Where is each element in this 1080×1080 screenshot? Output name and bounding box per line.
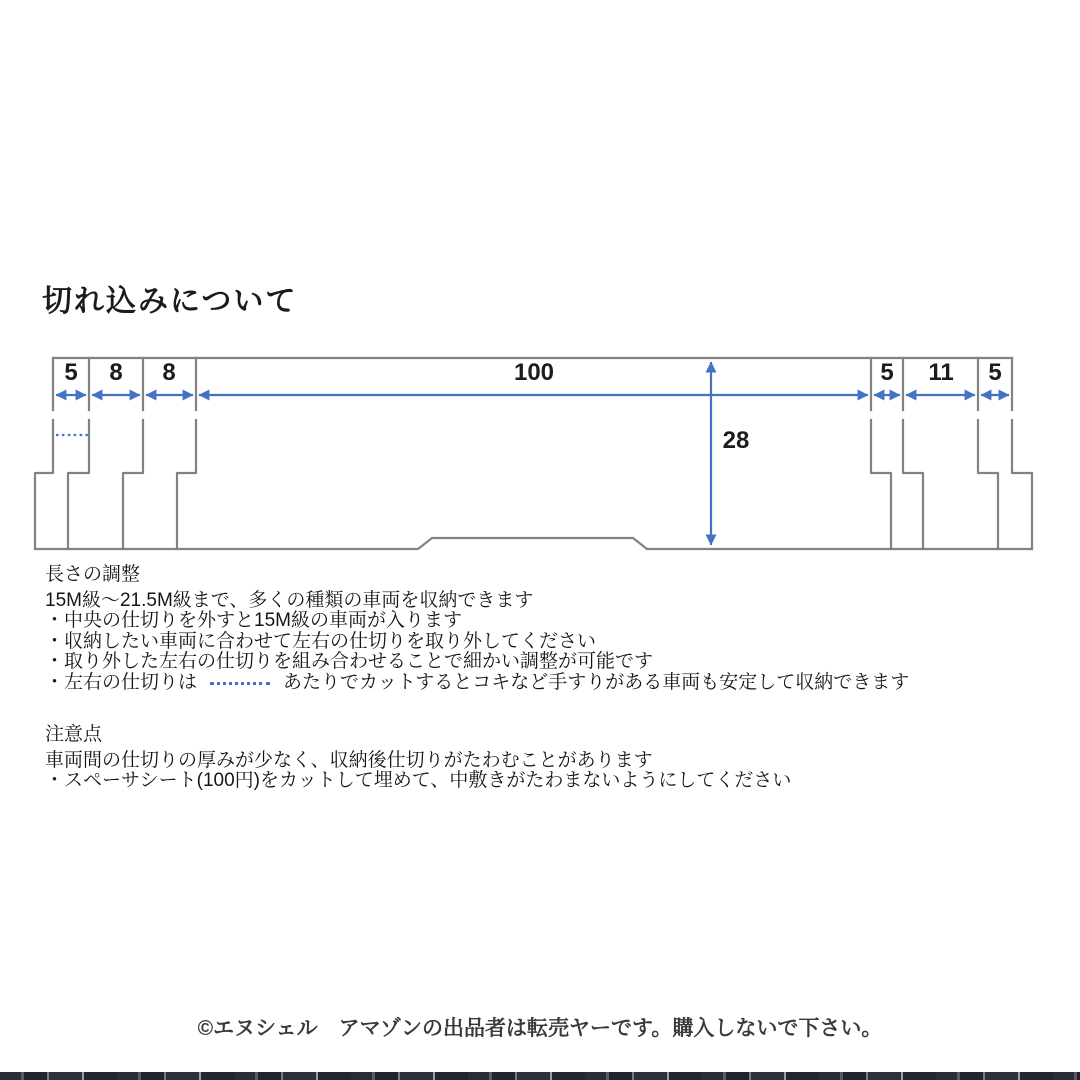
- length-section-intro: 15M級〜21.5M級まで、多くの種類の車両を収納できます: [45, 589, 534, 611]
- bullet4-text-after: あたりでカットするとコキなど手すりがある車両も安定して収納できます: [283, 671, 910, 693]
- dimension-label-5-left: 5: [64, 359, 78, 386]
- bottom-edge: [35, 538, 1032, 549]
- dimension-label-8-a: 8: [109, 359, 123, 386]
- dimension-label-8-b: 8: [162, 359, 176, 386]
- cut-line-right-3: [978, 358, 998, 549]
- caution-section-heading: 注意点: [45, 724, 103, 745]
- length-section-bullet3: ・取り外した左右の仕切りを組み合わせることで細かい調整が可能です: [45, 651, 654, 672]
- length-section-heading: 長さの調整: [45, 564, 141, 585]
- dotted-cut-mark-inline: [210, 682, 270, 685]
- length-section-bullet1: ・中央の仕切りを外すと15M級の車両が入ります: [45, 610, 462, 631]
- cut-line-left-2: [123, 358, 143, 549]
- length-section-bullet4: [45, 673, 909, 694]
- dimension-arrows: [56, 359, 1009, 545]
- cut-line-left-3: [177, 358, 196, 549]
- dimension-label-5-mid: 5: [880, 359, 894, 386]
- bullet4-text-before: ・左右の仕切りは: [45, 671, 198, 693]
- dimension-label-5-right: 5: [988, 359, 1002, 386]
- copyright-note: ©エヌシェル アマゾンの出品者は転売ヤーです。購入しないで下さい。: [197, 1017, 883, 1040]
- dimension-label-100: 100: [513, 359, 555, 386]
- dimension-label-11: 11: [928, 359, 954, 386]
- cut-line-right-2: [903, 358, 923, 549]
- cut-line-right-edge: [1012, 358, 1032, 549]
- length-section-bullet2: ・収納したい車両に合わせて左右の仕切りを取り外してください: [45, 630, 597, 652]
- page-title: 切れ込みについて: [42, 285, 298, 318]
- cut-line-right-1: [871, 358, 894, 549]
- insert-outline: [35, 358, 1032, 549]
- cut-line-left-edge: [35, 358, 53, 549]
- dimension-label-28-height: 28: [722, 427, 750, 454]
- caution-section: [45, 725, 791, 792]
- length-adjustment-section: [45, 565, 909, 693]
- bottom-image-strip: [0, 1072, 1080, 1080]
- caution-section-bullet1: ・スペーサシート(100円)をカットして埋めて、中敷きがたわまないようにしてください: [45, 770, 792, 791]
- cut-line-left-1: [68, 358, 89, 549]
- caution-section-intro: 車両間の仕切りの厚みが少なく、収納後仕切りがたわむことがあります: [45, 749, 653, 771]
